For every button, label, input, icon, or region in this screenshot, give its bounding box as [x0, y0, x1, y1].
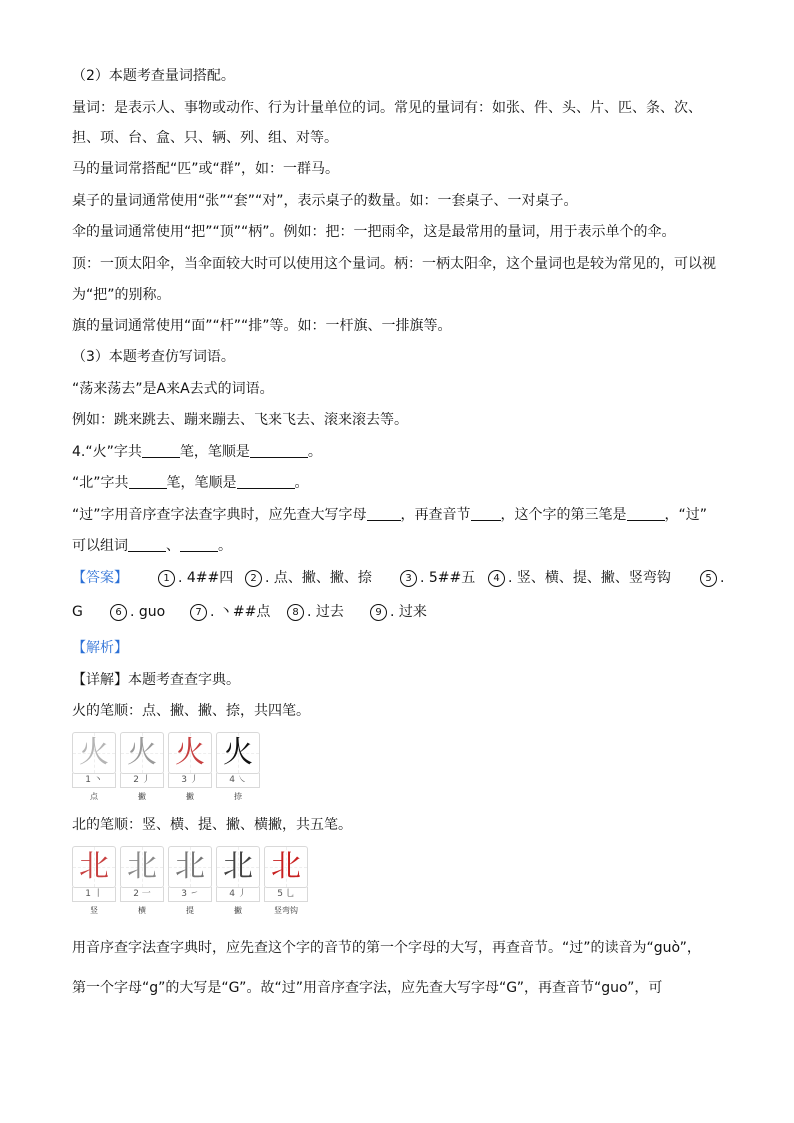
stroke-char: 北 [271, 849, 301, 884]
answer-blank [129, 474, 167, 489]
answer-blank [471, 506, 501, 521]
text-line: 担、项、台、盒、只、辆、列、组、对等。 [72, 130, 338, 146]
text-line: 旗的量词通常使用“面”“杆”“排”等。如：一杆旗、一排旗等。 [72, 318, 452, 334]
answer-blank [250, 443, 308, 458]
question-4-line-3: “过”字用音序查字法查字典时，应先查大写字母 ，再查音节 ，这个字的第三笔是 ，“过” [72, 507, 708, 523]
text-line: 桌子的量词通常使用“张”“套”“对”，表示桌子的数量。如：一套桌子、一对桌子。 [72, 193, 578, 209]
answer-blank [142, 443, 180, 458]
answer-item: G [72, 604, 83, 620]
text-line: 为“把”的别称。 [72, 287, 171, 303]
stroke-char: 火 [127, 735, 157, 770]
answer-item: 7 . 丶##点 [190, 602, 270, 622]
stroke-cell: 火 2 丿 撇 [120, 732, 164, 802]
stroke-cell: 北 3 ㇀ 提 [168, 846, 212, 916]
answer-item: 9 . 过来 [370, 602, 427, 622]
question-4-line-4: 可以组词 、 。 [72, 538, 232, 554]
huo-stroke-desc: 火的笔顺：点、撇、撇、捺，共四笔。 [72, 703, 310, 719]
text-line: 顶：一顶太阳伞，当伞面较大时可以使用这个量词。柄：一柄太阳伞，这个量词也是较为常见的，可以视 [72, 256, 716, 272]
question-4-line-2: “北”字共 笔，笔顺是 。 [72, 475, 309, 491]
analysis-label: 【解析】 [72, 640, 128, 656]
stroke-cell: 北 5 乚 竖弯钩 [264, 846, 308, 916]
text-line: “荡来荡去”是A来A去式的词语。 [72, 381, 274, 397]
detail-line: 【详解】本题考查查字典。 [72, 672, 240, 688]
answer-item: 3 . 5##五 [400, 568, 475, 588]
answer-blank [627, 506, 665, 521]
stroke-char: 北 [127, 849, 157, 884]
text-line: （3）本题考查仿写词语。 [72, 349, 235, 365]
stroke-char: 北 [223, 849, 253, 884]
answer-item: 5 . [700, 568, 724, 588]
stroke-cell: 北 1 丨 竖 [72, 846, 116, 916]
answer-item: 8 . 过去 [287, 602, 344, 622]
bei-stroke-order [72, 846, 308, 916]
stroke-char: 火 [223, 735, 253, 770]
stroke-char: 北 [79, 849, 109, 884]
answer-blank [367, 506, 401, 521]
bei-stroke-desc: 北的笔顺：竖、横、提、撇、横撇，共五笔。 [72, 817, 352, 833]
answer-item: 2 . 点、撇、撇、捺 [245, 568, 372, 588]
text-line: 第一个字母“g”的大写是“G”。故“过”用音序查字法，应先查大写字母“G”，再查音节“guo”，可 [72, 980, 663, 996]
text-line: 量词：是表示人、事物或动作、行为计量单位的词。常见的量词有：如张、件、头、片、匹、条、次、 [72, 100, 702, 116]
answer-item: 6 . guo [110, 602, 165, 622]
answer-label: 【答案】 [72, 570, 128, 586]
stroke-cell: 火 3 丿 撇 [168, 732, 212, 802]
question-4-line-1: 4.“火”字共 笔，笔顺是 。 [72, 444, 322, 460]
stroke-cell: 北 4 丿 撇 [216, 846, 260, 916]
stroke-cell: 火 1 丶 点 [72, 732, 116, 802]
answer-item: 1 . 4##四 [158, 568, 233, 588]
text-line: 例如：跳来跳去、蹦来蹦去、飞来飞去、滚来滚去等。 [72, 412, 408, 428]
answer-blank [128, 537, 166, 552]
stroke-char: 火 [175, 735, 205, 770]
answer-item: 4 . 竖、横、提、撇、竖弯钩 [488, 568, 671, 588]
text-line: 用音序查字法查字典时，应先查这个字的音节的第一个字母的大写，再查音节。“过”的读音为“guò”， [72, 940, 701, 956]
huo-stroke-order [72, 732, 260, 802]
text-line: （2）本题考查量词搭配。 [72, 68, 235, 84]
stroke-cell: 北 2 一 横 [120, 846, 164, 916]
text-line: 伞的量词通常使用“把”“顶”“柄”。例如：把：一把雨伞，这是最常用的量词，用于表示单个的伞。 [72, 224, 676, 240]
stroke-cell: 火 4 ㇏ 捺 [216, 732, 260, 802]
answer-blank [237, 474, 295, 489]
stroke-char: 北 [175, 849, 205, 884]
text-line: 马的量词常搭配“匹”或“群”，如：一群马。 [72, 161, 340, 177]
answer-blank [180, 537, 218, 552]
stroke-char: 火 [79, 735, 109, 770]
